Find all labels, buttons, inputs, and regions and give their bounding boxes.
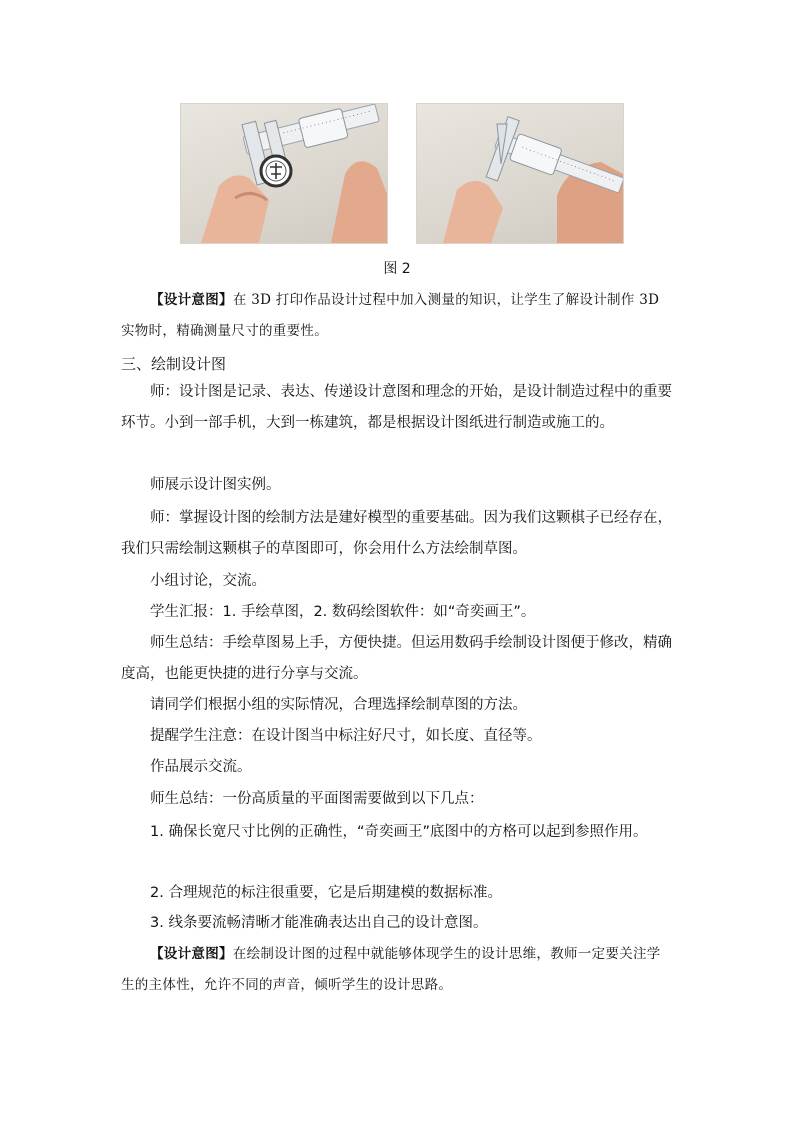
caliper-illustration [181, 104, 387, 243]
paragraph-8: 提醒学生注意：在设计图当中标注好尺寸，如长度、直径等。 [150, 728, 542, 744]
design-intent-text: 在 3D 打印作品设计过程中加入测量的知识，让学生了解设计制作 3D 实物时，精确测量尺寸的重要性。 [121, 292, 660, 339]
design-intent-paragraph-1 [121, 285, 674, 347]
paragraph-3: 师：掌握设计图的绘制方法是建好模型的重要基础。因为我们这颗棋子已经存在，我们只需绘制这颗棋子的草图即可，你会用什么方法绘制草图。 [121, 510, 672, 557]
paragraph-10: 师生总结：一份高质量的平面图需要做到以下几点： [150, 791, 484, 807]
paragraph-6: 师生总结：手绘草图易上手，方便快捷。但运用数码手绘制设计图便于修改，精确度高，也能更快捷的进行分享与交流。 [121, 635, 672, 682]
design-intent-paragraph-2 [121, 939, 674, 1001]
figure-caption: 图 2 [383, 261, 411, 277]
design-intent-tag: 【设计意图】 [150, 946, 233, 962]
caliper-photo-closed [416, 103, 624, 244]
design-intent-tag: 【设计意图】 [150, 292, 233, 308]
section-heading: 三、绘制设计图 [121, 355, 227, 373]
paragraph-9: 作品展示交流。 [150, 759, 252, 775]
paragraph-1: 师：设计图是记录、表达、传递设计意图和理念的开始，是设计制造过程中的重要环节。小到一部手机，大到一栋建筑，都是根据设计图纸进行制造或施工的。 [121, 384, 672, 431]
list-item-2: 2. 合理规范的标注很重要，它是后期建模的数据标准。 [150, 885, 502, 901]
design-intent-text: 在绘制设计图的过程中就能够体现学生的设计思维，教师一定要关注学生的主体性，允许不同的声音，倾听学生的设计思路。 [121, 946, 661, 993]
list-item-3: 3. 线条要流畅清晰才能准确表达出自己的设计意图。 [150, 915, 488, 931]
paragraph-2: 师展示设计图实例。 [150, 477, 281, 493]
caliper-illustration [417, 104, 623, 243]
paragraph-7: 请同学们根据小组的实际情况，合理选择绘制草图的方法。 [150, 697, 527, 713]
caliper-photo-chess-piece [180, 103, 388, 244]
paragraph-4: 小组讨论，交流。 [150, 573, 266, 589]
list-item-1: 1. 确保长宽尺寸比例的正确性，“奇奕画王”底图中的方格可以起到参照作用。 [150, 824, 648, 840]
paragraph-5: 学生汇报：1. 手绘草图，2. 数码绘图软件：如“奇奕画王”。 [150, 604, 536, 620]
